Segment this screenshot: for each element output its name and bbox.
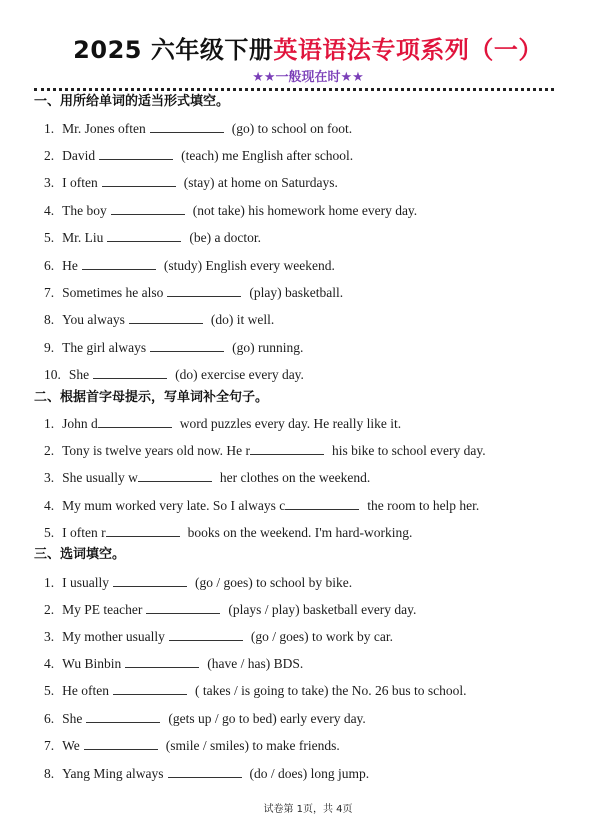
item-text-before: Sometimes he also bbox=[62, 285, 164, 300]
item-number: 1. bbox=[44, 575, 55, 590]
item-number: 4. bbox=[44, 203, 55, 218]
item-number: 6. bbox=[44, 711, 55, 726]
item-text-after: (have / has) BDS. bbox=[207, 656, 304, 671]
item-text-after: (not take) his homework home every day. bbox=[192, 203, 418, 218]
exercise-item bbox=[44, 416, 401, 432]
item-text-before: John d bbox=[62, 416, 98, 431]
item-text-before: Tony is twelve years old now. He r bbox=[62, 443, 251, 458]
item-text-before: My mother usually bbox=[62, 629, 165, 644]
item-number: 8. bbox=[44, 312, 55, 327]
item-text-after: (teach) me English after school. bbox=[181, 148, 354, 163]
item-number: 9. bbox=[44, 340, 55, 355]
answer-blank[interactable] bbox=[106, 525, 180, 537]
answer-blank[interactable] bbox=[111, 203, 185, 215]
item-number: 2. bbox=[44, 443, 55, 458]
exercise-item bbox=[44, 258, 335, 274]
item-number: 1. bbox=[44, 416, 55, 431]
exercise-item bbox=[44, 498, 479, 514]
item-text-before: Mr. Liu bbox=[62, 230, 104, 245]
item-text-before: I often r bbox=[62, 525, 106, 540]
item-text-before: She bbox=[68, 367, 90, 382]
exercise-item bbox=[44, 711, 366, 727]
exercise-item bbox=[44, 575, 352, 591]
item-number: 5. bbox=[44, 525, 55, 540]
exercise-item bbox=[44, 683, 466, 699]
item-number: 7. bbox=[44, 285, 55, 300]
exercise-item bbox=[44, 629, 393, 645]
item-text-after: (stay) at home on Saturdays. bbox=[183, 175, 338, 190]
exercise-item bbox=[44, 656, 303, 672]
item-text-before: You always bbox=[62, 312, 125, 327]
item-text-before: The boy bbox=[62, 203, 107, 218]
item-number: 2. bbox=[44, 602, 55, 617]
answer-blank[interactable] bbox=[93, 367, 167, 379]
item-text-before: She bbox=[62, 711, 83, 726]
section-heading-3: 三、选词填空。 bbox=[34, 547, 126, 562]
item-number: 7. bbox=[44, 738, 55, 753]
answer-blank[interactable] bbox=[285, 498, 359, 510]
item-text-after: word puzzles every day. He really like it. bbox=[179, 416, 402, 431]
item-number: 3. bbox=[44, 175, 55, 190]
title-series: 英语语法专项系列（一） bbox=[273, 36, 543, 64]
item-text-after: his bike to school every day. bbox=[332, 443, 486, 458]
title-grade: 2025 六年级下册 bbox=[73, 36, 274, 64]
item-text-after: (go) running. bbox=[232, 340, 304, 355]
answer-blank[interactable] bbox=[102, 175, 176, 187]
answer-blank[interactable] bbox=[150, 340, 224, 352]
item-text-after: (plays / play) basketball every day. bbox=[228, 602, 417, 617]
item-text-before: He often bbox=[62, 683, 109, 698]
answer-blank[interactable] bbox=[150, 121, 224, 133]
topic-subtitle: ★★一般现在时★★ bbox=[252, 70, 364, 85]
item-text-after: (smile / smiles) to make friends. bbox=[165, 738, 340, 753]
item-text-after: (do) it well. bbox=[210, 312, 275, 327]
exercise-item bbox=[44, 121, 352, 137]
item-text-before: Yang Ming always bbox=[62, 766, 164, 781]
exercise-item bbox=[44, 470, 370, 486]
item-number: 5. bbox=[44, 230, 55, 245]
item-text-after: ( takes / is going to take) the No. 26 bus to school. bbox=[194, 683, 467, 698]
item-number: 8. bbox=[44, 766, 55, 781]
exercise-item bbox=[44, 203, 417, 219]
page-title bbox=[0, 30, 616, 65]
item-text-before: We bbox=[62, 738, 80, 753]
answer-blank[interactable] bbox=[146, 602, 220, 614]
exercise-item bbox=[44, 340, 303, 356]
item-text-before: I often bbox=[62, 175, 98, 190]
item-text-before: My PE teacher bbox=[62, 602, 143, 617]
section-heading-1: 一、用所给单词的适当形式填空。 bbox=[34, 94, 230, 109]
item-text-before: Mr. Jones often bbox=[62, 121, 146, 136]
item-text-after: (be) a doctor. bbox=[189, 230, 261, 245]
exercise-item bbox=[44, 367, 304, 383]
item-number: 4. bbox=[44, 656, 55, 671]
item-text-after: (do) exercise every day. bbox=[175, 367, 304, 382]
answer-blank[interactable] bbox=[113, 575, 187, 587]
answer-blank[interactable] bbox=[129, 312, 203, 324]
exercise-item bbox=[44, 602, 416, 618]
item-text-after: (do / does) long jump. bbox=[249, 766, 370, 781]
answer-blank[interactable] bbox=[98, 416, 172, 428]
item-number: 1. bbox=[44, 121, 55, 136]
item-text-before: My mum worked very late. So I always c bbox=[62, 498, 286, 513]
answer-blank[interactable] bbox=[138, 470, 212, 482]
exercise-item bbox=[44, 766, 369, 782]
exercise-item bbox=[44, 443, 486, 459]
answer-blank[interactable] bbox=[113, 683, 187, 695]
exercise-item bbox=[44, 285, 343, 301]
item-number: 4. bbox=[44, 498, 55, 513]
answer-blank[interactable] bbox=[167, 285, 241, 297]
item-number: 6. bbox=[44, 258, 55, 273]
item-text-after: (gets up / go to bed) early every day. bbox=[168, 711, 366, 726]
item-number: 2. bbox=[44, 148, 55, 163]
answer-blank[interactable] bbox=[107, 230, 181, 242]
answer-blank[interactable] bbox=[125, 656, 199, 668]
item-number: 3. bbox=[44, 470, 55, 485]
item-number: 10. bbox=[44, 367, 61, 382]
answer-blank[interactable] bbox=[250, 443, 324, 455]
item-text-after: her clothes on the weekend. bbox=[219, 470, 371, 485]
item-text-before: She usually w bbox=[62, 470, 138, 485]
item-text-before: I usually bbox=[62, 575, 109, 590]
exercise-item bbox=[44, 738, 340, 754]
answer-blank[interactable] bbox=[169, 629, 243, 641]
answer-blank[interactable] bbox=[86, 711, 160, 723]
answer-blank[interactable] bbox=[99, 148, 173, 160]
answer-blank[interactable] bbox=[84, 738, 158, 750]
answer-blank[interactable] bbox=[82, 258, 156, 270]
item-text-after: (go / goes) to work by car. bbox=[250, 629, 393, 644]
item-text-before: Wu Binbin bbox=[62, 656, 122, 671]
item-text-before: David bbox=[62, 148, 96, 163]
page-footer: 试卷第 1页，共 4页 bbox=[263, 804, 353, 815]
answer-blank[interactable] bbox=[168, 766, 242, 778]
item-text-after: (go / goes) to school by bike. bbox=[195, 575, 353, 590]
item-text-before: He bbox=[62, 258, 78, 273]
item-text-after: (play) basketball. bbox=[249, 285, 344, 300]
item-text-after: (study) English every weekend. bbox=[163, 258, 335, 273]
item-text-after: the room to help her. bbox=[367, 498, 480, 513]
exercise-item bbox=[44, 312, 274, 328]
item-text-after: (go) to school on foot. bbox=[231, 121, 353, 136]
section-heading-2: 二、根据首字母提示，写单词补全句子。 bbox=[34, 390, 269, 405]
item-text-after: books on the weekend. I'm hard-working. bbox=[187, 525, 413, 540]
exercise-item bbox=[44, 175, 338, 191]
exercise-item bbox=[44, 525, 412, 541]
item-number: 5. bbox=[44, 683, 55, 698]
exercise-item bbox=[44, 148, 353, 164]
exercise-item bbox=[44, 230, 261, 246]
item-number: 3. bbox=[44, 629, 55, 644]
item-text-before: The girl always bbox=[62, 340, 147, 355]
